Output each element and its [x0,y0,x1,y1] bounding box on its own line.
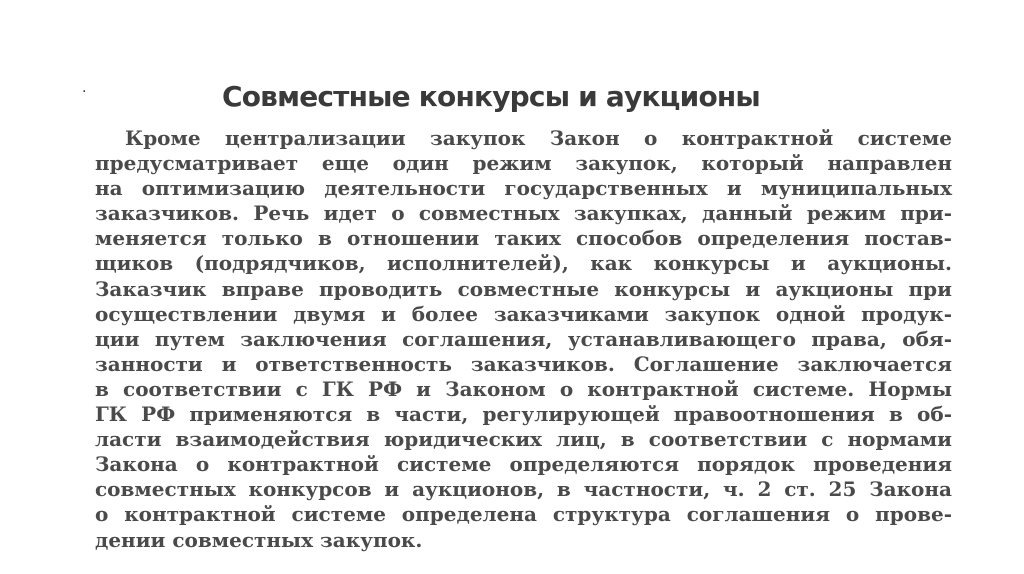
bullet-marker: · [82,84,87,100]
text-line: заказчиков. Речь идет о совместных закупках, данный режим при- [95,201,952,226]
text-line: ласти взаимодействия юридических лиц, в соответствии с нормами [95,427,952,452]
text-line: предусматривает еще один режим закупок, который направлен [95,151,952,176]
text-line: меняется только в отношении таких способов определения постав- [95,226,952,251]
page-title: Совместные конкурсы и аукционы [222,80,760,113]
text-line: Заказчик вправе проводить совместные конкурсы и аукционы при [95,276,952,301]
text-line: осуществлении двумя и более заказчиками закупок одной продук- [95,301,952,326]
text-line: занности и ответственность заказчиков. Соглашение заключается [95,351,952,376]
body-text [95,126,965,553]
text-line: в соответствии с ГК РФ и Законом о контрактной системе. Нормы [95,376,952,401]
text-line: ГК РФ применяются в части, регулирующей правоотношения в об- [95,402,952,427]
text-line: о контрактной системе определена структура соглашения о прове- [95,502,952,527]
text-line: на оптимизацию деятельности государственных и муниципальных [95,176,952,201]
text-line: совместных конкурсов и аукционов, в частности, ч. 2 ст. 25 Закона [95,477,952,502]
text-line: ции путем заключения соглашения, устанавливающего права, обя- [95,326,952,351]
text-line: Кроме централизации закупок Закон о контрактной системе [125,126,952,150]
text-line: щиков (подрядчиков, исполнителей), как конкурсы и аукционы. [95,251,952,276]
text-line: Закона о контрактной системе определяются порядок проведения [95,452,952,477]
text-line: дении совместных закупок. [95,527,423,552]
